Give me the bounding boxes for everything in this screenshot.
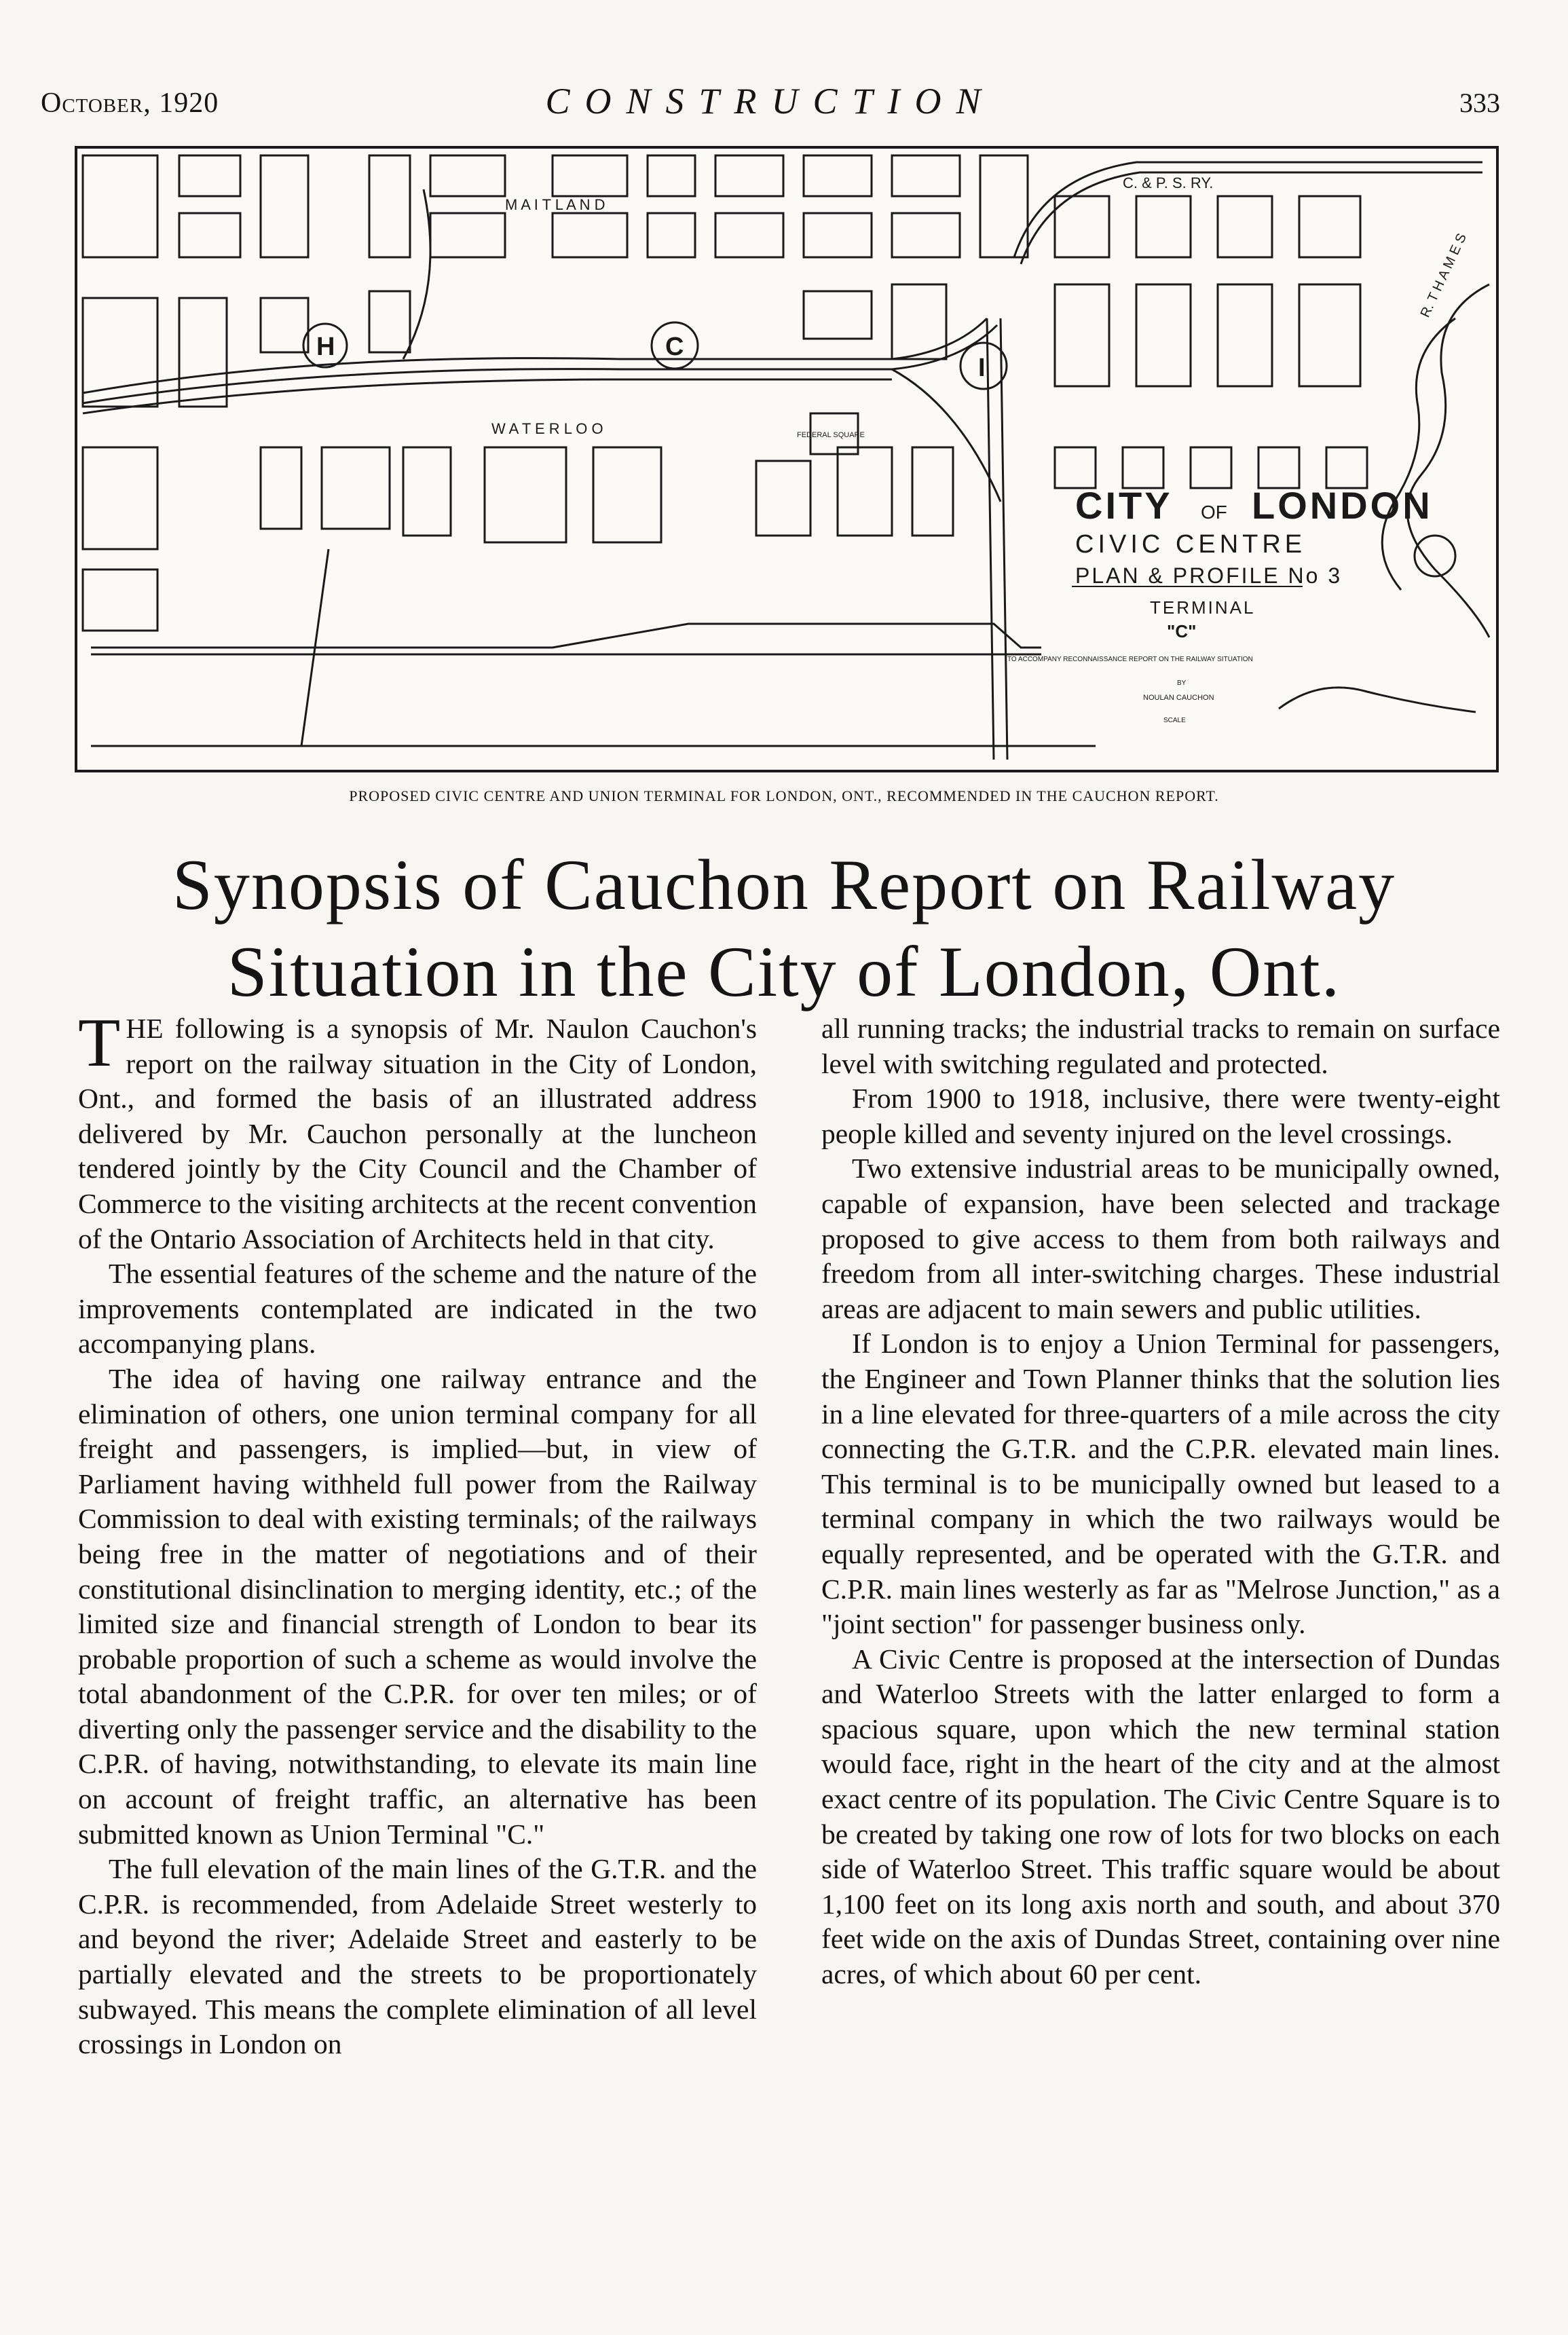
- plan-drawing: [77, 149, 1496, 770]
- street-label-maitland: M A I T L A N D: [505, 196, 605, 213]
- title-line-2: Situation in the City of London, Ont.: [227, 932, 1341, 1011]
- plan-title-scale: SCALE: [1163, 717, 1186, 724]
- article-title: [54, 842, 1514, 1015]
- street-label-waterloo: W A T E R L O O: [491, 420, 603, 437]
- paragraph: The full elevation of the main lines of the G.T.R. and the C.P.R. is recommended, from Adelaide Street westerly to and beyond the river; Adelaide Street and easterly to be partially elevated and the streets to be proportionately subwayed. This means the complete elimination of all level crossings in London on: [78, 1853, 757, 2060]
- figure-caption: PROPOSED CIVIC CENTRE AND UNION TERMINAL FOR LONDON, ONT., RECOMMENDED IN THE CAUCHON REPORT.: [349, 787, 1219, 804]
- marker-c: C: [665, 333, 684, 361]
- plan-title-by: BY: [1177, 679, 1187, 687]
- drop-cap: T: [78, 1005, 121, 1081]
- federal-square-label: FEDERAL SQUARE: [797, 431, 865, 439]
- plan-title-city: CITY: [1075, 484, 1173, 527]
- plan-title-author: NOULAN CAUCHON: [1143, 694, 1214, 702]
- plan-title-civic-centre: CIVIC CENTRE: [1075, 530, 1307, 559]
- river-label: R. T H A M E S: [1417, 231, 1470, 320]
- paragraph: If London is to enjoy a Union Terminal for passengers, the Engineer and Town Planner thinks that the solution lies in a line elevated for three-quarters of a mile across the city connecting the G.T.R. and the C.P.R. elevated main lines. This terminal is to be municipally owned but leased to a terminal company in which the two railways would be equally represented, and be operated with the G.T.R. and C.P.R. main lines westerly as far as "Melrose Junction," as a "joint section" for passenger business only.: [821, 1328, 1500, 1640]
- paragraph: From 1900 to 1918, inclusive, there were twenty-eight people killed and seventy injured on the level crossings.: [821, 1083, 1500, 1149]
- right-column: [821, 1011, 1500, 1992]
- page-number: 333: [1459, 88, 1500, 118]
- paragraph: The idea of having one railway entrance and the elimination of others, one union terminal company for all freight and passengers, is implied—but, in view of Parliament having withheld full power from the Railway Commission to deal with existing terminals; of the railways being free in the matter of negotiations and of their constitutional disinclination to merging identity, etc.; of the limited size and financial strength of London to bear its probable proportion of such a scheme as would involve the total abandonment of the C.P.R. for over ten miles; or of diverting only the passenger service and the disability to the C.P.R. of having, notwithstanding, to elevate its main line on account of freight traffic, an alternative has been submitted known as Union Terminal "C.": [78, 1362, 757, 1850]
- plan-title-london: LONDON: [1252, 484, 1433, 527]
- running-header: [41, 80, 1500, 128]
- rail-label-cpr: C. & P. S. RY.: [1123, 174, 1214, 191]
- marker-i: I: [978, 354, 986, 382]
- plan-title-c: "C": [1167, 621, 1197, 641]
- plan-title-of: OF: [1201, 502, 1227, 523]
- paragraph: Two extensive industrial areas to be municipally owned, capable of expansion, have been selected and trackage proposed to give access to them from both railways and freedom from all inter-switching charges. These industrial areas are adjacent to main sewers and public utilities.: [821, 1153, 1500, 1324]
- journal-title: CONSTRUCTION: [545, 81, 996, 122]
- plan-title-terminal: TERMINAL: [1150, 597, 1256, 618]
- plan-title-plan-profile: PLAN & PROFILE No 3: [1075, 563, 1343, 588]
- title-line-1: Synopsis of Cauchon Report on Railway: [172, 845, 1396, 924]
- left-column: [78, 1005, 757, 2062]
- marker-h: H: [316, 333, 335, 361]
- paragraph: THE following is a synopsis of Mr. Naulon Cauchon's report on the railway situation in the City of London, Ont., and formed the basis of an illustrated address delivered by Mr. Cauchon personally at the luncheon tendered jointly by the City Council and the Chamber of Commerce to the visiting architects at the recent convention of the Ontario Association of Architects held in that city.: [78, 1005, 757, 1254]
- plan-title-block: [1007, 484, 1433, 724]
- plan-figure: [75, 146, 1499, 772]
- plan-title-accompany: TO ACCOMPANY RECONNAISSANCE REPORT ON THE RAILWAY SITUATION: [1007, 656, 1253, 663]
- issue-date: October, 1920: [41, 88, 219, 119]
- paragraph: all running tracks; the industrial tracks to remain on surface level with switching regulated and protected.: [821, 1013, 1500, 1079]
- paragraph: The essential features of the scheme and the nature of the improvements contemplated are indicated in the two accompanying plans.: [78, 1258, 757, 1360]
- paragraph: A Civic Centre is proposed at the intersection of Dundas and Waterloo Streets with the latter enlarged to form a spacious square, upon which the new terminal station would face, right in the heart of the city and at the almost exact centre of its population. The Civic Centre Square is to be created by taking one row of lots for two blocks on each side of Waterloo Street. This traffic square would be about 1,100 feet on its long axis north and south, and about 370 feet wide on the axis of Dundas Street, containing over nine acres, of which about 60 per cent.: [821, 1643, 1500, 1990]
